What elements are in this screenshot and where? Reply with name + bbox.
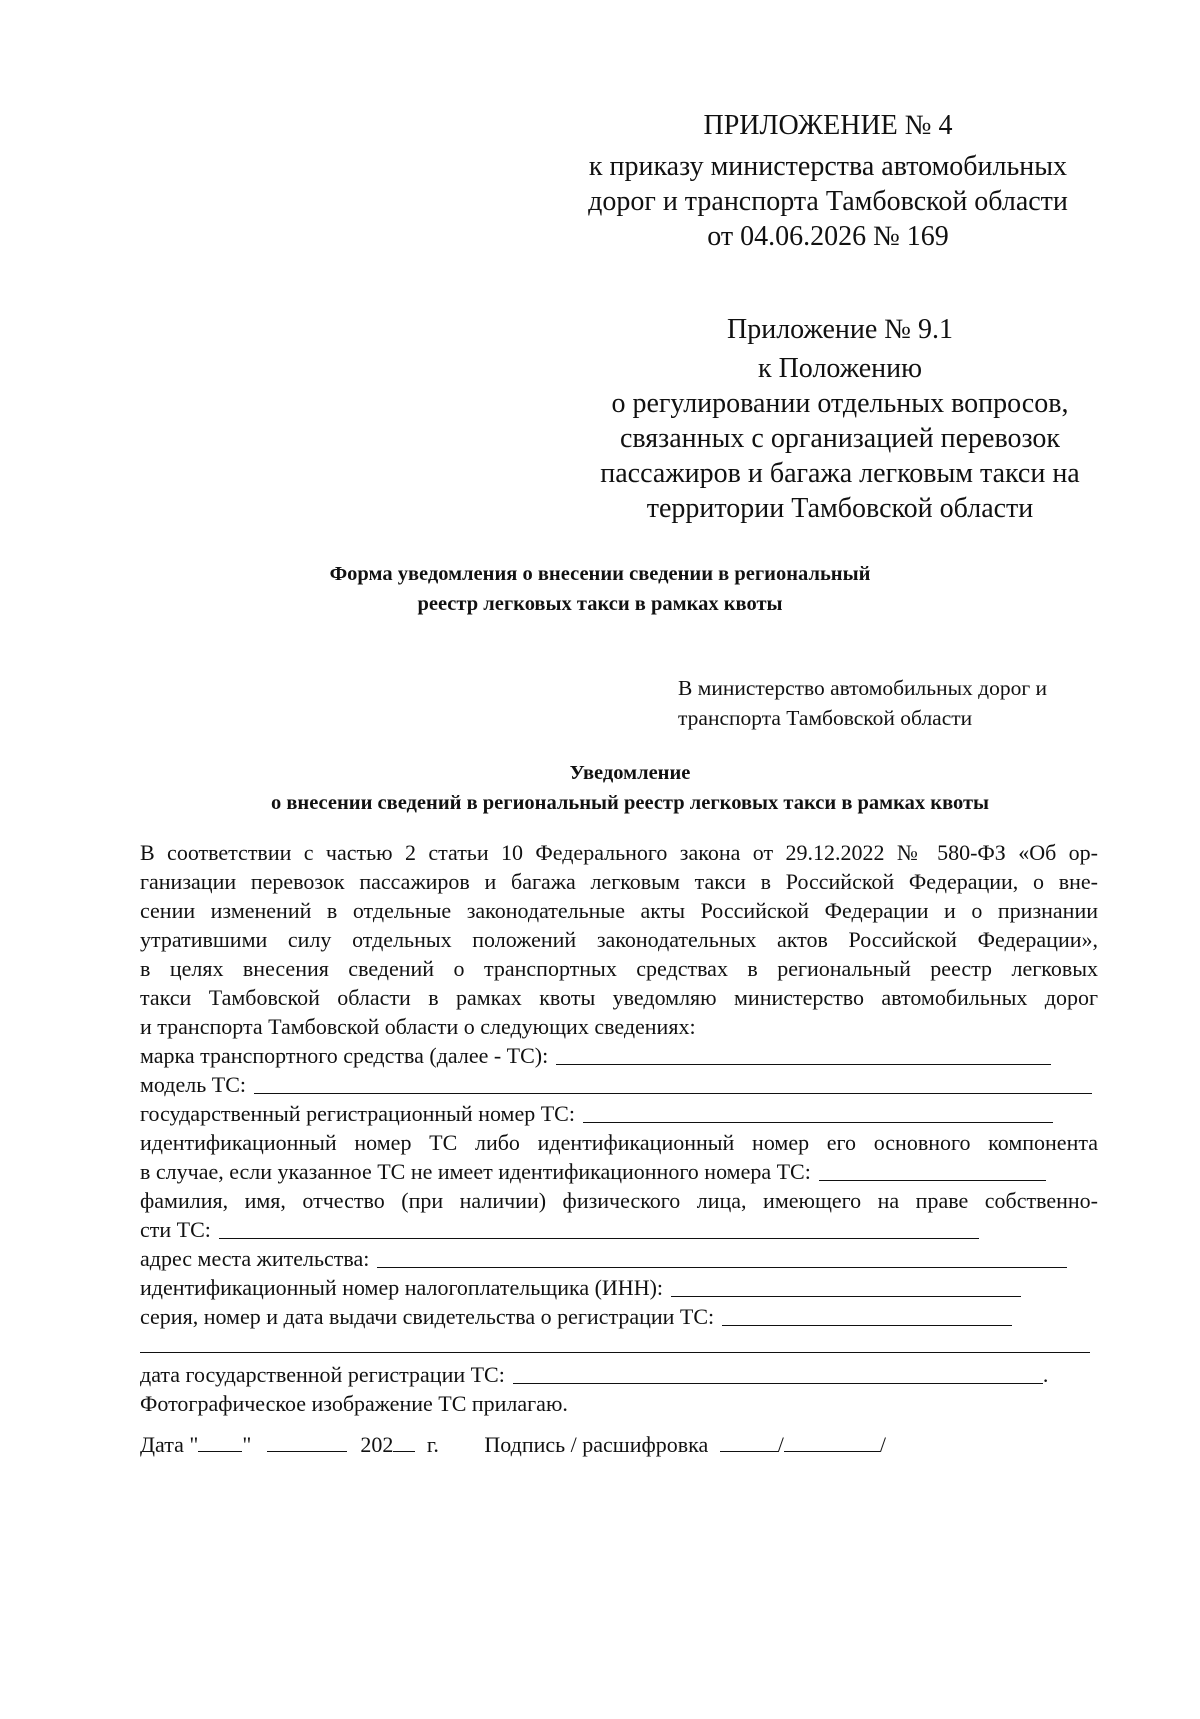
field-certificate-continuation-blank[interactable] — [140, 1352, 1090, 1353]
field-inn-blank[interactable] — [671, 1274, 1021, 1297]
annex-4-line-3: дорог и транспорта Тамбовской области — [588, 186, 1068, 217]
field-reg-date-label: дата государственной регистрации ТС: — [140, 1362, 505, 1387]
field-reg-number-label: государственный регистрационный номер ТС: — [140, 1101, 575, 1126]
notice-title-line-1: Уведомление — [569, 762, 691, 784]
field-owner-label: сти ТС: — [140, 1217, 211, 1242]
annex-9-line-4: связанных с организацией перевозок — [620, 423, 1060, 454]
field-address-blank[interactable] — [377, 1245, 1067, 1268]
field-owner — [140, 1215, 979, 1244]
annex-9-line-6: территории Тамбовской области — [646, 493, 1034, 524]
addressee-line-2: транспорта Тамбовской области — [678, 706, 973, 730]
date-quote-close: " — [242, 1432, 252, 1457]
field-inn-label: идентификационный номер налогоплательщика (ИНН): — [140, 1275, 664, 1300]
field-vin-blank[interactable] — [819, 1158, 1046, 1181]
form-title — [200, 559, 1000, 619]
field-certificate-label: серия, номер и дата выдачи свидетельства о регистрации ТС: — [140, 1304, 715, 1329]
signature-label: Подпись / расшифровка — [484, 1432, 709, 1457]
field-owner-blank[interactable] — [219, 1216, 979, 1239]
annex-9-title: Приложение № 9.1 — [727, 314, 953, 345]
field-reg-number-blank[interactable] — [583, 1100, 1053, 1123]
notice-title — [180, 758, 1080, 818]
annex-4-line-2: к приказу министерства автомобильных — [588, 151, 1068, 182]
field-brand-label: марка транспортного средства (далее - ТС): — [140, 1043, 549, 1068]
field-reg-date-period: . — [1042, 1362, 1049, 1387]
date-year-suffix: г. — [426, 1432, 439, 1457]
photo-note: Фотографическое изображение ТС прилагаю. — [140, 1391, 568, 1416]
annex-9-line-2: к Положению — [757, 353, 923, 384]
field-inn — [140, 1273, 1021, 1302]
annex-4-title: ПРИЛОЖЕНИЕ № 4 — [703, 110, 953, 141]
signature-row — [140, 1430, 886, 1459]
addressee-line-1: В министерство автомобильных дорог и — [678, 676, 1048, 700]
date-month-blank[interactable] — [267, 1431, 347, 1452]
field-vin-line-1: идентификационный номер ТС либо идентификационный номер его основного компонента — [140, 1130, 1098, 1155]
body-line-6: такси Тамбовской области в рамках квоты уведомляю министерство автомобильных дорог — [140, 985, 1098, 1010]
field-model-label: модель ТС: — [140, 1072, 246, 1097]
signature-slash-1: / — [777, 1432, 784, 1457]
field-reg-date-blank[interactable] — [513, 1361, 1043, 1384]
field-reg-date — [140, 1360, 1048, 1389]
annex-4-header — [578, 108, 1078, 254]
signature-slash-2: / — [879, 1432, 887, 1457]
date-year-prefix: 202 — [360, 1432, 394, 1457]
field-model-blank[interactable] — [254, 1071, 1092, 1094]
field-brand-blank[interactable] — [556, 1042, 1051, 1065]
field-brand — [140, 1041, 1051, 1070]
field-address — [140, 1244, 1067, 1273]
signature-blank[interactable] — [720, 1431, 778, 1452]
annex-9-line-3: о регулировании отдельных вопросов, — [611, 388, 1069, 419]
addressee — [678, 673, 1047, 733]
field-reg-number — [140, 1099, 1053, 1128]
body-line-2: ганизации перевозок пассажиров и багажа легковым такси в Российской Федерации, о вне- — [140, 869, 1098, 894]
field-owner-line-1: фамилия, имя, отчество (при наличии) физического лица, имеющего на праве собственно- — [140, 1188, 1098, 1213]
date-year-blank[interactable] — [393, 1431, 415, 1452]
annex-4-line-4: от 04.06.2026 № 169 — [707, 221, 949, 252]
body-line-3: сении изменений в отдельные законодательные акты Российской Федерации и о признании — [140, 898, 1098, 923]
form-title-line-1: Форма уведомления о внесении сведении в региональный — [329, 563, 871, 585]
body-line-7: и транспорта Тамбовской области о следующих сведениях: — [140, 1014, 696, 1039]
field-certificate — [140, 1302, 1012, 1331]
field-vin-label: в случае, если указанное ТС не имеет идентификационного номера ТС: — [140, 1159, 811, 1184]
body-line-5: в целях внесения сведений о транспортных средствах в региональный реестр легковых — [140, 956, 1098, 981]
body-line-1: В соответствии с частью 2 статьи 10 Федерального закона от 29.12.2022 № 580-ФЗ «Об ор- — [140, 840, 1098, 865]
annex-9-line-5: пассажиров и багажа легковым такси на — [600, 458, 1080, 489]
annex-9-header — [590, 312, 1090, 526]
field-certificate-blank[interactable] — [722, 1303, 1012, 1326]
date-day-blank[interactable] — [198, 1431, 242, 1452]
field-model — [140, 1070, 1092, 1099]
date-label: Дата " — [140, 1432, 199, 1457]
body-line-4: утратившими силу отдельных положений законодательных актов Российской Федерации», — [140, 927, 1098, 952]
body-paragraph — [140, 838, 1098, 1041]
field-address-label: адрес места жительства: — [140, 1246, 370, 1271]
notice-title-line-2: о внесении сведений в региональный реестр легковых такси в рамках квоты — [270, 792, 990, 814]
field-vin — [140, 1157, 1046, 1186]
form-title-line-2: реестр легковых такси в рамках квоты — [417, 593, 783, 615]
signature-decoding-blank[interactable] — [784, 1431, 880, 1452]
